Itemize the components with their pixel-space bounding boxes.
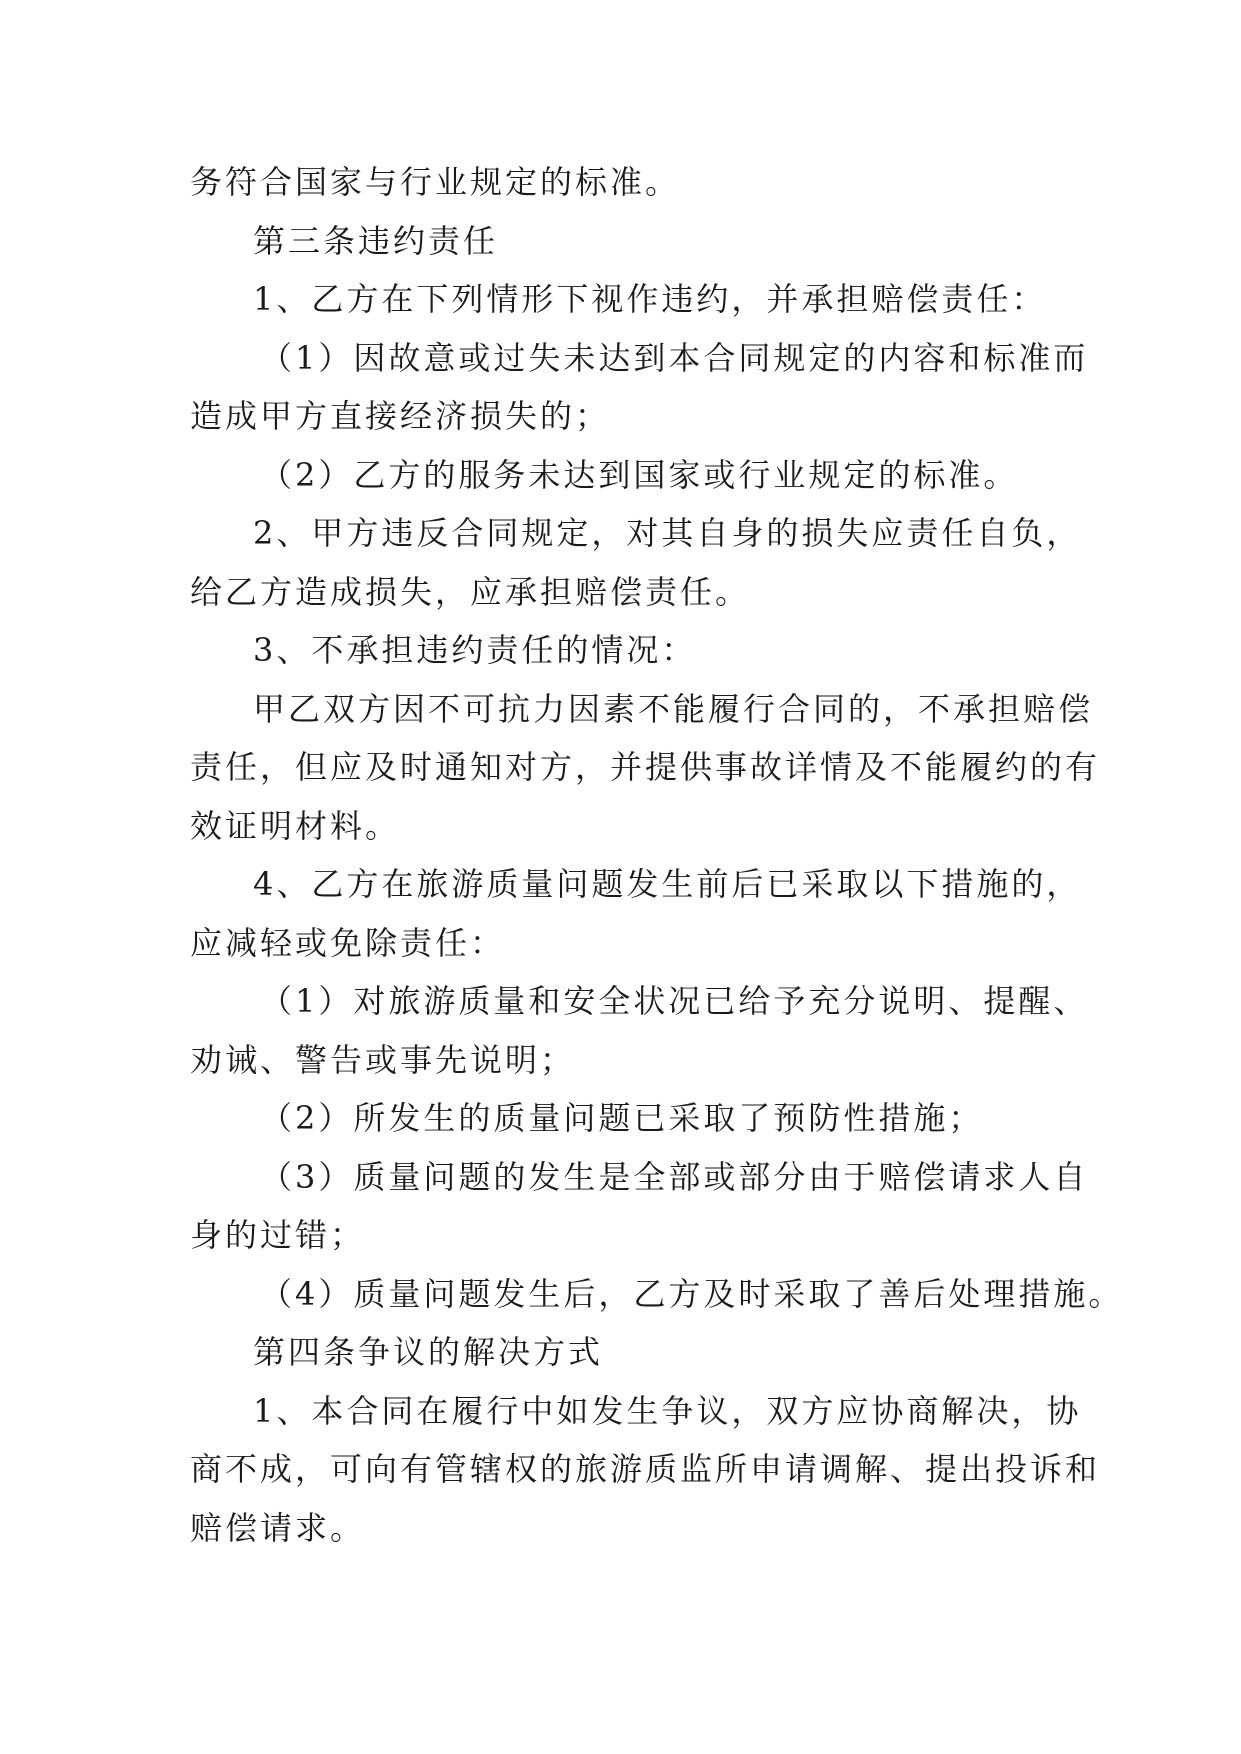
text-line: （1）因故意或过失未达到本合同规定的内容和标准而 — [260, 338, 1089, 377]
text-line: 1、乙方在下列情形下视作违约，并承担赔偿责任： — [253, 280, 1047, 318]
text-line: （1）对旅游质量和安全状况已给予充分说明、提醒、 — [260, 982, 1089, 1020]
section-heading: 第四条争议的解决方式 — [253, 1333, 604, 1371]
text-line: 1、本合同在履行中如发生争议，双方应协商解决，协 — [253, 1391, 1082, 1430]
text-line: （2）所发生的质量问题已采取了预防性措施； — [260, 1099, 984, 1137]
text-line: 身的过错； — [190, 1216, 366, 1254]
text-line: （3）质量问题的发生是全部或部分由于赔偿请求人自 — [260, 1157, 1089, 1196]
text-line: （2）乙方的服务未达到国家或行业规定的标准。 — [260, 455, 1019, 494]
text-line: 效证明材料。 — [190, 806, 401, 845]
text-line: 4、乙方在旅游质量问题发生前后已采取以下措施的， — [253, 865, 1082, 903]
text-line: 给乙方造成损失，应承担赔偿责任。 — [190, 572, 751, 611]
section-heading: 第三条违约责任 — [253, 221, 499, 260]
text-line: 造成甲方直接经济损失的； — [190, 397, 611, 435]
text-line: （4）质量问题发生后，乙方及时采取了善后处理措施。 — [260, 1274, 1124, 1313]
document-body — [190, 153, 1124, 1557]
text-line: 务符合国家与行业规定的标准。 — [190, 163, 681, 201]
text-line: 应减轻或免除责任： — [190, 923, 506, 962]
text-line: 责任，但应及时通知对方，并提供事故详情及不能履约的有 — [190, 748, 1101, 786]
text-line: 2、甲方违反合同规定，对其自身的损失应责任自负， — [253, 514, 1082, 552]
text-line: 商不成，可向有管辖权的旅游质监所申请调解、提出投诉和 — [190, 1450, 1101, 1488]
text-line: 赔偿请求。 — [190, 1508, 366, 1547]
text-line: 3、不承担违约责任的情况： — [253, 631, 697, 669]
text-line: 甲乙双方因不可抗力因素不能履行合同的，不承担赔偿 — [253, 689, 1094, 728]
text-line: 劝诫、警告或事先说明； — [190, 1040, 576, 1079]
